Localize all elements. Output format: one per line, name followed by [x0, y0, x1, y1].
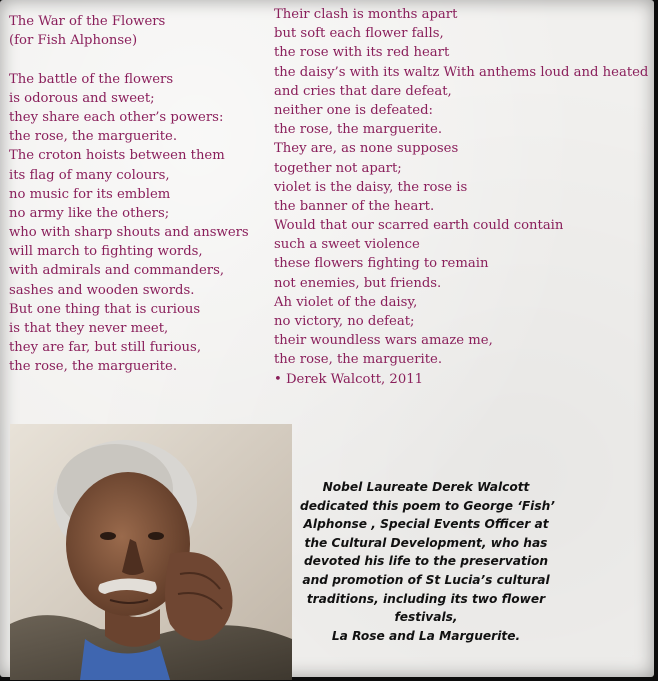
stanza-gap: [9, 50, 249, 69]
poem-line: the rose, the marguerite.: [9, 129, 178, 145]
poem-line: is odorous and sweet;: [9, 90, 155, 106]
poem-line: no army like the others;: [9, 205, 170, 221]
caption-line: and promotion of St Lucia’s cultural: [302, 572, 550, 587]
poem-line: they share each other’s powers:: [9, 109, 224, 125]
caption-line: traditions, including its two flower: [306, 591, 546, 606]
poem-line: together not apart;: [274, 160, 402, 176]
poem-line: the rose, the marguerite.: [274, 122, 443, 138]
poem-line: violet is the daisy, the rose is: [274, 179, 468, 195]
caption-line: Nobel Laureate Derek Walcott: [322, 480, 530, 494]
poem-line: Ah violet of the daisy,: [274, 294, 418, 310]
poem-right-column: [274, 5, 648, 389]
poem-line: the daisy’s with its waltz With anthems loud and heated: [274, 64, 649, 80]
poem-line: the rose, the marguerite.: [9, 359, 178, 375]
poem-line: its flag of many colours,: [9, 167, 170, 183]
poem-signature: • Derek Walcott, 2011: [274, 371, 423, 387]
poem-line: they are far, but still furious,: [9, 340, 202, 356]
poem-line: The battle of the flowers: [9, 71, 174, 87]
caption-line: devoted his life to the preservation: [303, 554, 549, 569]
poem-line: will march to fighting words,: [9, 244, 203, 260]
poem-line: no music for its emblem: [9, 186, 171, 202]
poem-line: The croton hoists between them: [9, 148, 225, 164]
poem-line: the rose, the marguerite.: [274, 352, 443, 368]
poem-line: no victory, no defeat;: [274, 314, 415, 329]
poem-line: such a sweet violence: [274, 237, 420, 253]
caption-line: dedicated this poem to George ‘Fish’: [300, 498, 555, 513]
poem-line: But one thing that is curious: [9, 301, 201, 317]
portrait-illustration: [10, 424, 292, 680]
poem-line: but soft each flower falls,: [274, 26, 444, 42]
photo-caption: [300, 478, 555, 645]
poem-line: neither one is defeated:: [274, 102, 433, 118]
poem-line: is that they never meet,: [9, 321, 169, 336]
poem-line: They are, as none supposes: [274, 141, 459, 157]
caption-line: the Cultural Development, who has: [304, 535, 548, 550]
poem-title: The War of the Flowers: [9, 14, 166, 29]
caption-line: festivals,: [394, 610, 458, 625]
poem-line: Would that our scarred earth could contain: [274, 218, 564, 234]
poem-line: Their clash is months apart: [274, 7, 458, 22]
poem-left-column: [9, 12, 249, 377]
poem-dedication: (for Fish Alphonse): [9, 33, 138, 49]
poem-line: the rose with its red heart: [274, 45, 450, 61]
poem-line: sashes and wooden swords.: [9, 282, 195, 298]
poem-line: with admirals and commanders,: [9, 263, 225, 279]
caption-line: La Rose and La Marguerite.: [331, 628, 521, 643]
poem-line: their woundless wars amaze me,: [274, 333, 493, 349]
poem-line: not enemies, but friends.: [274, 275, 442, 291]
caption-line: Alphonse , Special Events Officer at: [303, 517, 549, 532]
poem-line: who with sharp shouts and answers: [9, 225, 249, 241]
portrait-photo: [10, 424, 292, 680]
poem-line: and cries that dare defeat,: [274, 83, 452, 99]
poem-line: the banner of the heart.: [274, 198, 435, 214]
poem-line: these flowers fighting to remain: [274, 256, 489, 272]
